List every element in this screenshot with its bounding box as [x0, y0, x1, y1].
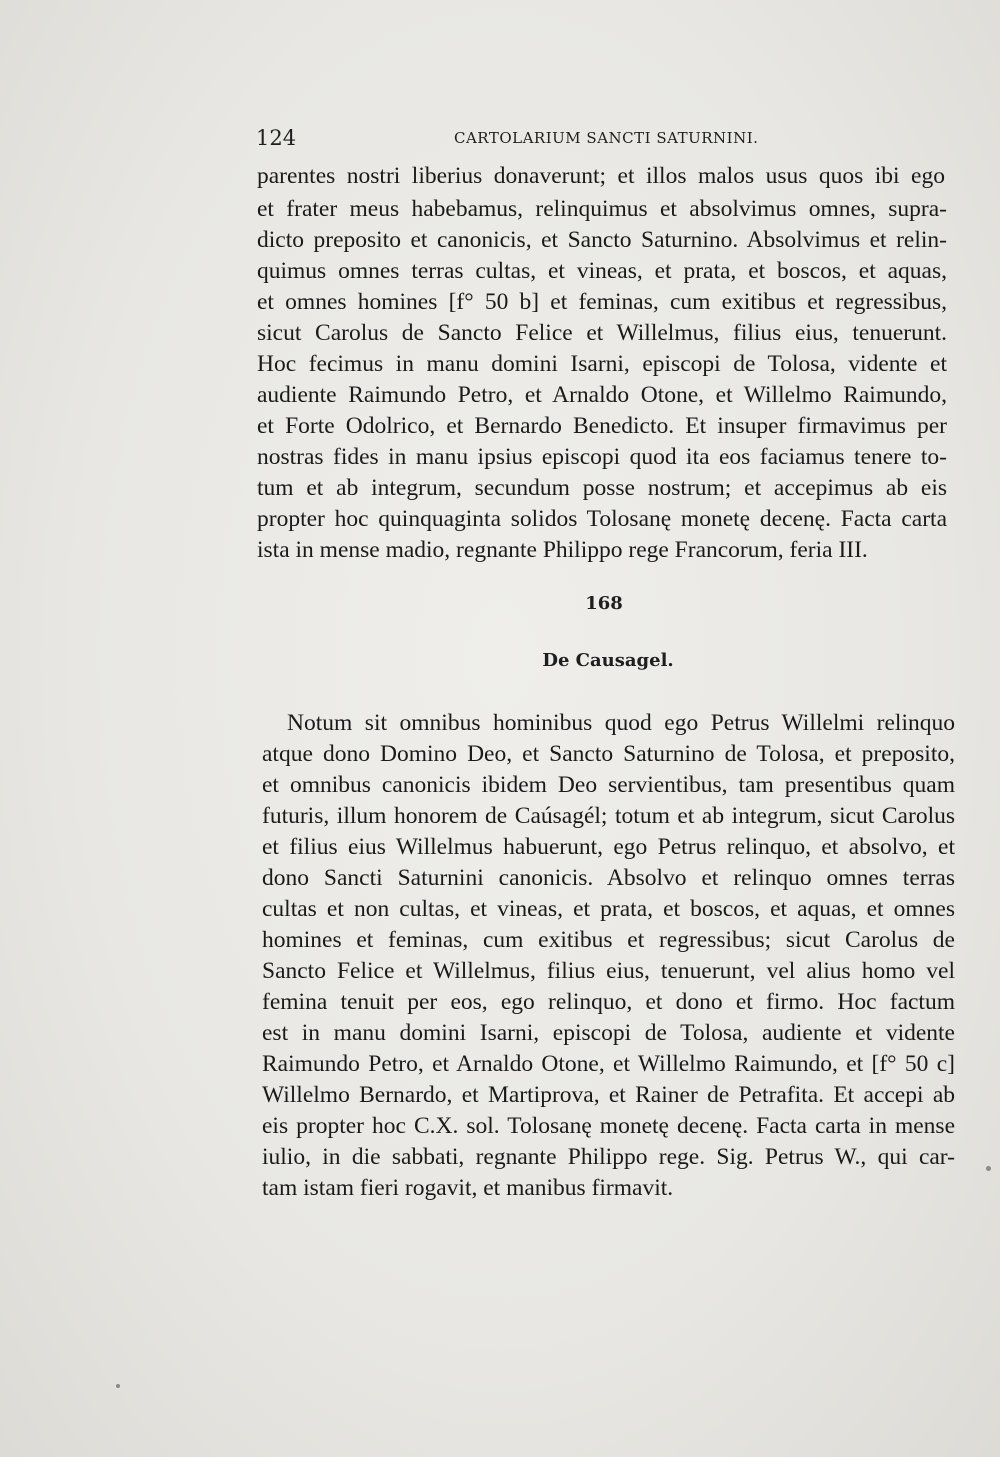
text-line: audiente Raimundo Petro, et Arnaldo Otone, et Willelmo Raimundo, [257, 382, 947, 408]
text-line: Willelmo Bernardo, et Martiprova, et Rainer de Petrafita. Et accepi ab [262, 1082, 955, 1108]
text-line: eis propter hoc C.X. sol. Tolosanę monetę decenę. Facta carta in mense [262, 1113, 955, 1139]
text-line: Notum sit omnibus hominibus quod ego Petrus Willelmi relinquo [287, 710, 955, 736]
text-line: nostras fides in manu ipsius episcopi quod ita eos faciamus tenere to- [257, 444, 947, 470]
page-number: 124 [256, 126, 297, 150]
text-line: et frater meus habebamus, relinquimus et absolvimus omnes, supra- [257, 196, 947, 222]
text-line: ista in mense madio, regnante Philippo rege Francorum, feria III. [257, 537, 868, 563]
text-line: et omnibus canonicis ibidem Deo servientibus, tam presentibus quam [262, 772, 955, 798]
text-line: et filius eius Willelmus habuerunt, ego Petrus relinquo, et absolvo, et [262, 834, 955, 860]
text-line: Sancto Felice et Willelmus, filius eius, tenuerunt, vel alius homo vel [262, 958, 955, 984]
text-line: dicto preposito et canonicis, et Sancto Saturnino. Absolvimus et relin- [257, 227, 947, 253]
text-line: tam istam fieri rogavit, et manibus firmavit. [262, 1175, 674, 1201]
text-line: dono Sancti Saturnini canonicis. Absolvo et relinquo omnes terras [262, 865, 955, 891]
text-line: propter hoc quinquaginta solidos Tolosanę monetę decenę. Facta carta [257, 506, 947, 532]
running-title: CARTOLARIUM SANCTI SATURNINI. [454, 129, 759, 147]
page-header [256, 126, 956, 156]
paper-speck [116, 1384, 120, 1388]
text-line: quimus omnes terras cultas, et vineas, et prata, et boscos, et aquas, [257, 258, 947, 284]
text-line: Hoc fecimus in manu domini Isarni, episcopi de Tolosa, vidente et [257, 351, 947, 377]
text-line: futuris, illum honorem de Caúsagél; totum et ab integrum, sicut Carolus [262, 803, 955, 829]
text-line: femina tenuit per eos, ego relinquo, et dono et firmo. Hoc factum [262, 989, 955, 1015]
text-line: atque dono Domino Deo, et Sancto Saturnino de Tolosa, et preposito, [262, 741, 955, 767]
text-line: Raimundo Petro, et Arnaldo Otone, et Willelmo Raimundo, et [f° 50 c] [262, 1051, 955, 1077]
text-line: et omnes homines [f° 50 b] et feminas, cum exitibus et regressibus, [257, 289, 947, 315]
text-line: et Forte Odolrico, et Bernardo Benedicto. Et insuper firmavimus per [257, 413, 947, 439]
text-line: iulio, in die sabbati, regnante Philippo rege. Sig. Petrus W., qui car- [262, 1144, 955, 1170]
text-line: homines et feminas, cum exitibus et regressibus; sicut Carolus de [262, 927, 955, 953]
charter-title: De Causagel. [542, 650, 674, 671]
charter-number: 168 [585, 593, 623, 614]
text-line: sicut Carolus de Sancto Felice et Willelmus, filius eius, tenuerunt. [257, 320, 947, 346]
text-line: est in manu domini Isarni, episcopi de Tolosa, audiente et vidente [262, 1020, 955, 1046]
text-line: cultas et non cultas, et vineas, et prata, et boscos, et aquas, et omnes [262, 896, 955, 922]
paper-speck [986, 1166, 991, 1171]
text-line: tum et ab integrum, secundum posse nostrum; et accepimus ab eis [257, 475, 947, 501]
text-line: parentes nostri liberius donaverunt; et illos malos usus quos ibi ego [257, 163, 945, 189]
